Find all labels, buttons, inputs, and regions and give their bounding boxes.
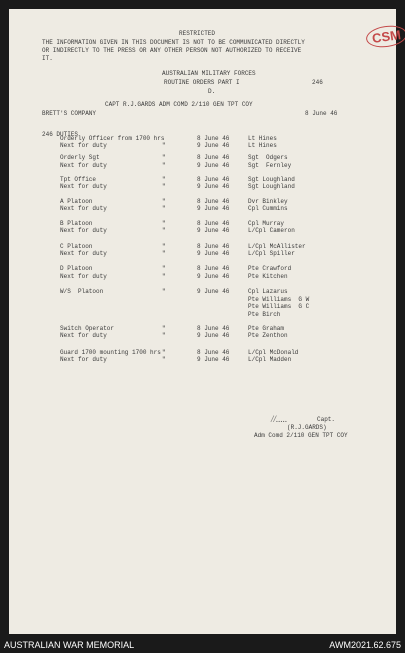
duty-name: Pte Kitchen xyxy=(248,273,288,280)
force-title: AUSTRALIAN MILITARY FORCES xyxy=(162,70,256,77)
ditto-mark: " xyxy=(162,265,166,272)
ditto-mark: " xyxy=(162,349,166,356)
duty-name: L/Cpl Madden xyxy=(248,356,292,363)
duty-date: 9 June 46 xyxy=(197,273,230,280)
duty-name: Cpl Cummins xyxy=(248,205,288,212)
duty-role: Next for duty xyxy=(60,183,107,190)
ditto-mark: " xyxy=(162,176,166,183)
duty-name: L/Cpl McDonald xyxy=(248,349,299,356)
orders-number: 246 xyxy=(312,79,323,86)
document-page xyxy=(9,9,402,634)
duty-name: Pte Williams G C xyxy=(248,303,310,310)
duty-date: 8 June 46 xyxy=(197,198,230,205)
ditto-mark: " xyxy=(162,325,166,332)
duty-date: 9 June 46 xyxy=(197,183,230,190)
ditto-mark: " xyxy=(162,273,166,280)
duty-name: Pte Williams G W xyxy=(248,296,310,303)
ditto-mark: " xyxy=(162,198,166,205)
signatory-title: Adm Comd 2/110 GEN TPT COY xyxy=(254,432,348,439)
restricted-label: RESTRICTED xyxy=(179,30,216,37)
orders-title: ROUTINE ORDERS PART I xyxy=(164,79,240,86)
duty-role: Tpt Office xyxy=(60,176,97,183)
duty-name: Pte Graham xyxy=(248,325,285,332)
security-notice-line-3: IT. xyxy=(42,55,53,62)
signatory-name: (R.J.GARDS) xyxy=(287,424,327,431)
duty-name: Sgt Fernley xyxy=(248,162,292,169)
duty-date: 8 June 46 xyxy=(197,349,230,356)
issuing-unit: CAPT R.J.GARDS ADM COMD 2/110 GEN TPT COY xyxy=(105,101,253,108)
duty-name: Cpl Murray xyxy=(248,220,285,227)
duty-date: 8 June 46 xyxy=(197,265,230,272)
duty-role: Next for duty xyxy=(60,205,107,212)
duty-date: 9 June 46 xyxy=(197,162,230,169)
duty-name: Lt Hines xyxy=(248,135,277,142)
duty-date: 9 June 46 xyxy=(197,142,230,149)
duty-date: 9 June 46 xyxy=(197,250,230,257)
duty-name: L/Cpl Cameron xyxy=(248,227,295,234)
duty-role: Next for duty xyxy=(60,142,107,149)
ditto-mark: " xyxy=(162,356,166,363)
duty-role: Switch Operator xyxy=(60,325,115,332)
duty-date: 9 June 46 xyxy=(197,332,230,339)
ditto-mark: " xyxy=(162,220,166,227)
duty-role: Orderly Sgt xyxy=(60,154,100,161)
duty-role: Next for duty xyxy=(60,162,107,169)
duty-role: Next for duty xyxy=(60,356,107,363)
duty-name: Lt Hines xyxy=(248,142,277,149)
duty-name: Pte Birch xyxy=(248,311,281,318)
duty-name: Sgt Loughland xyxy=(248,176,295,183)
ditto-mark: " xyxy=(162,227,166,234)
ditto-mark: " xyxy=(162,243,166,250)
ditto-mark: " xyxy=(162,183,166,190)
duty-role: Next for duty xyxy=(60,332,107,339)
archive-stamp: CSM xyxy=(365,23,405,49)
duty-name: L/Cpl McAllister xyxy=(248,243,306,250)
section-heading: 246 DUTIES xyxy=(42,131,79,138)
signature: //..... xyxy=(271,414,288,424)
duty-role: Next for duty xyxy=(60,227,107,234)
duty-date: 8 June 46 xyxy=(197,135,230,142)
duty-date: 9 June 46 xyxy=(197,205,230,212)
duty-date: 8 June 46 xyxy=(197,154,230,161)
duty-name: Sgt Loughland xyxy=(248,183,295,190)
ditto-mark: " xyxy=(162,250,166,257)
footer-accession: AWM2021.62.675 xyxy=(329,640,401,650)
security-notice-line-1: THE INFORMATION GIVEN IN THIS DOCUMENT IS NOT TO BE COMMUNICATED DIRECTLY xyxy=(42,39,305,46)
duty-role: C Platoon xyxy=(60,243,93,250)
orders-date: 8 June 46 xyxy=(305,110,338,117)
duty-role: Next for duty xyxy=(60,250,107,257)
duty-role: Guard 1700 mounting 1700 hrs xyxy=(60,349,161,356)
duty-date: 8 June 46 xyxy=(197,243,230,250)
duty-date: 8 June 46 xyxy=(197,325,230,332)
duty-role: Next for duty xyxy=(60,273,107,280)
duty-role: W/S Platoon xyxy=(60,288,104,295)
ditto-mark: " xyxy=(162,332,166,339)
duty-role: A Platoon xyxy=(60,198,93,205)
signatory-rank: Capt. xyxy=(317,416,336,423)
security-notice-line-2: OR INDIRECTLY TO THE PRESS OR ANY OTHER PERSON NOT AUTHORIZED TO RECEIVE xyxy=(42,47,302,54)
duty-name: L/Cpl Spiller xyxy=(248,250,295,257)
ditto-mark: " xyxy=(162,142,166,149)
footer-bar xyxy=(0,637,405,653)
duty-role: D Platoon xyxy=(60,265,93,272)
ditto-mark: " xyxy=(162,154,166,161)
duty-name: Pte Zenthon xyxy=(248,332,288,339)
duty-role: Orderly Officer from 1700 hrs xyxy=(60,135,165,142)
ditto-mark: " xyxy=(162,288,166,295)
ditto-mark: " xyxy=(162,162,166,169)
duty-date: 8 June 46 xyxy=(197,176,230,183)
duty-name: Dvr Binkley xyxy=(248,198,288,205)
orders-sub: D. xyxy=(208,88,216,95)
duty-date: 9 June 46 xyxy=(197,356,230,363)
duty-name: Sgt Odgers xyxy=(248,154,288,161)
duty-date: 8 June 46 xyxy=(197,220,230,227)
location: BRETT'S COMPANY xyxy=(42,110,97,117)
duty-date: 9 June 46 xyxy=(197,227,230,234)
duty-name: Cpl Lazarus xyxy=(248,288,288,295)
ditto-mark: " xyxy=(162,205,166,212)
duty-date: 9 June 46 xyxy=(197,288,230,295)
footer-source: AUSTRALIAN WAR MEMORIAL xyxy=(4,640,135,650)
duty-name: Pte Crawford xyxy=(248,265,292,272)
duty-role: B Platoon xyxy=(60,220,93,227)
